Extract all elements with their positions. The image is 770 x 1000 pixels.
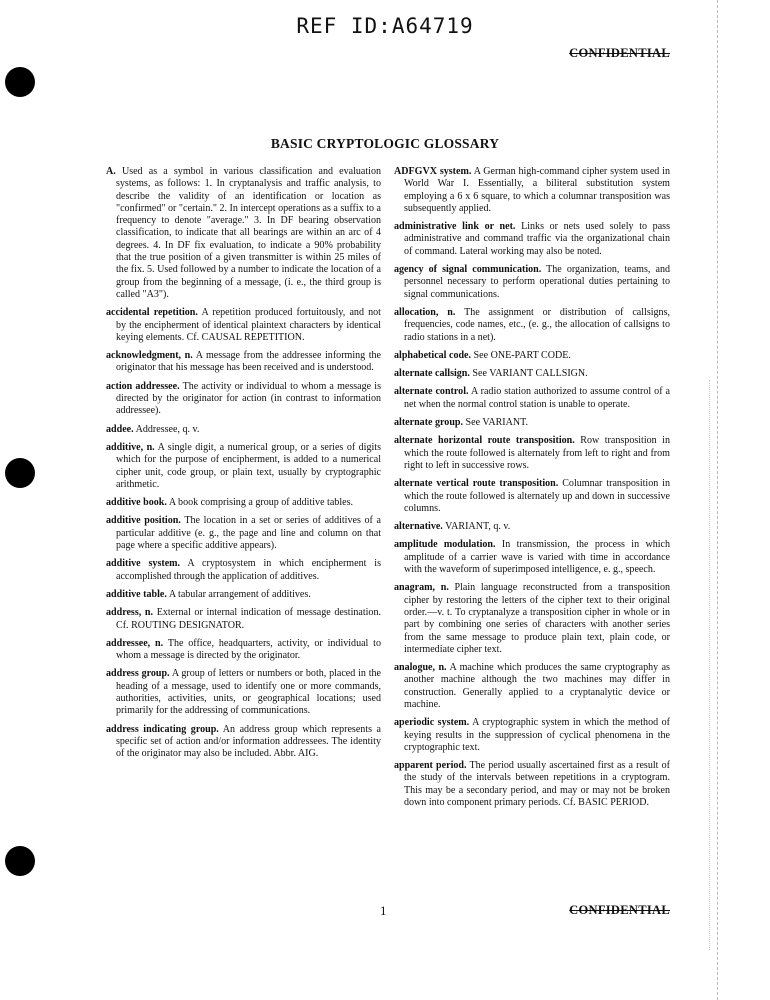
glossary-term: administrative link or net. bbox=[394, 221, 516, 233]
glossary-entry bbox=[106, 589, 381, 601]
glossary-term: anagram, n. bbox=[394, 582, 449, 594]
glossary-entry bbox=[106, 724, 381, 761]
glossary-term: agency of signal communication. bbox=[394, 264, 542, 276]
glossary-definition: A single digit, a numerical group, or a series of digits which for the purpose of encipherment, is added to a numerical cipher unit, code group, or plain text, usually by cryptographic arithmetic. bbox=[116, 441, 381, 490]
glossary-definition: A group of letters or numbers or both, placed in the heading of a message, used to identify one or more commands, authorities, activities, units, or geographical locations; used primarily for the addressing of communications. bbox=[116, 668, 381, 717]
glossary-definition: In transmission, the process in which amplitude of a carrier wave is varied with time in accordance with the waveform of superimposed intelligence, e. g., speech. bbox=[404, 539, 670, 576]
glossary-term: alternate vertical route transposition. bbox=[394, 478, 559, 490]
glossary-entry bbox=[106, 442, 381, 491]
glossary-definition: The period usually ascertained first as a result of the study of the intervals between repetitions in a cryptogram. This may be a secondary period, and may or may not be broken down into component primary periods. Cf. BASIC PERIOD. bbox=[404, 760, 670, 809]
glossary-term: aperiodic system. bbox=[394, 717, 470, 729]
glossary-definition: See VARIANT CALLSIGN. bbox=[472, 368, 588, 380]
glossary-entry bbox=[106, 558, 381, 583]
glossary-term: address indicating group. bbox=[106, 723, 219, 735]
page-title: BASIC CRYPTOLOGIC GLOSSARY bbox=[270, 136, 500, 151]
glossary-entry bbox=[394, 350, 670, 362]
glossary-term: alternative. bbox=[394, 521, 443, 533]
glossary-definition: Addressee, q. v. bbox=[135, 423, 200, 435]
glossary-entry bbox=[106, 515, 381, 552]
glossary-definition: The organization, teams, and personnel necessary to perform operational duties pertaining to signal communications. bbox=[404, 264, 670, 300]
glossary-entry bbox=[394, 582, 670, 656]
glossary-term: apparent period. bbox=[394, 760, 467, 772]
glossary-entry bbox=[394, 539, 670, 576]
binder-hole-middle bbox=[5, 458, 35, 488]
glossary-entry bbox=[394, 386, 670, 411]
glossary-entry bbox=[394, 717, 670, 754]
glossary-definition: A repetition produced fortuitously, and not by the encipherment of identical plaintext characters by identical keying elements. Cf. CAUSAL REPETITION. bbox=[116, 307, 381, 343]
glossary-definition: VARIANT, q. v. bbox=[445, 521, 511, 533]
glossary-entry bbox=[106, 381, 381, 418]
glossary-term: addressee, n. bbox=[106, 637, 164, 649]
glossary-definition: A tabular arrangement of additives. bbox=[168, 588, 311, 600]
glossary-entry bbox=[106, 607, 381, 632]
document-reference-id: REF ID:A64719 bbox=[296, 14, 474, 38]
glossary-term: ADFGVX system. bbox=[394, 166, 472, 177]
glossary-definition: An address group which represents a specific set of action and/or information addressees. The identity of the originator may also be included. Abbr. AIG. bbox=[116, 723, 382, 760]
glossary-term: addee. bbox=[106, 423, 134, 435]
glossary-entry bbox=[394, 166, 670, 215]
glossary-definition: A book comprising a group of additive tables. bbox=[168, 497, 353, 509]
glossary-entry bbox=[394, 521, 670, 533]
binder-hole-top bbox=[5, 67, 35, 97]
glossary-definition: The assignment or distribution of callsigns, frequencies, code names, etc., (e. g., the allocation of callsigns to radio stations in a net). bbox=[404, 306, 671, 343]
glossary-definition: See ONE-PART CODE. bbox=[473, 349, 571, 361]
glossary-term: alternate horizontal route transposition. bbox=[394, 435, 575, 447]
glossary-definition: A German high-command cipher system used in World War I. Essentially, a biliteral substitution system employing a 6 x 6 square, to which a columnar transposition was subsequently applied. bbox=[404, 166, 670, 214]
page-edge-line-inner bbox=[709, 380, 710, 950]
glossary-term: acknowledgment, n. bbox=[106, 350, 193, 362]
glossary-term: alphabetical code. bbox=[394, 349, 472, 361]
glossary-term: address group. bbox=[106, 668, 170, 680]
glossary-definition: Used as a symbol in various classification and evaluation systems, as follows: 1. In cryptanalysis and traffic analysis, to describe the validity of an identification or location as "confirmed" or "certain." 2. In intercept operations as a suffix to a frequency to denote "average." 3. In DF bearing observation classification, to indicate that all bearings are within an arc of 4 degrees. 4. In DF fix evaluation, to indicate a 90% probability that the true position of a given transmitter is within 25 miles of the fix. 5. Used followed by a number to indicate the location of a group from the beginning of a message, (i. e., the third group is called "A3"). bbox=[116, 166, 381, 300]
glossary-term: action addressee. bbox=[106, 380, 180, 392]
glossary-entry bbox=[106, 166, 381, 301]
glossary-definition: The office, headquarters, activity, or individual to whom a message is directed by the originator. bbox=[116, 637, 382, 662]
glossary-definition: A machine which produces the same cryptography as another machine although the two machines may differ in construction. Generally applied to a cryptanalytic device or machine. bbox=[404, 662, 670, 710]
glossary-term: alternate group. bbox=[394, 417, 464, 429]
glossary-entry bbox=[394, 307, 670, 344]
glossary-term: accidental repetition. bbox=[106, 307, 198, 319]
classification-marking-top: CONFIDENTIAL bbox=[569, 46, 670, 60]
glossary-left-column bbox=[106, 166, 381, 766]
glossary-entry bbox=[394, 478, 670, 515]
glossary-entry bbox=[106, 638, 381, 663]
glossary-definition: Plain language reconstructed from a transposition cipher by restoring the letters of the cipher text to their original order.—v. t. To cryptanalyze a transposition cipher in whole or in part by combining one series of characters with another series from the same message to produce plain text, plain code, or intermediate cipher text. bbox=[404, 582, 670, 655]
glossary-term: alternate control. bbox=[394, 386, 469, 398]
glossary-definition: A message from the addressee informing the originator that his message has been received and is understood. bbox=[116, 350, 381, 374]
glossary-definition: A cryptosystem in which encipherment is accomplished through the application of additives. bbox=[116, 558, 381, 582]
glossary-term: additive book. bbox=[106, 497, 167, 509]
glossary-entry bbox=[394, 435, 670, 472]
glossary-entry bbox=[394, 662, 670, 711]
glossary-term: additive table. bbox=[106, 588, 167, 600]
glossary-entry bbox=[106, 497, 381, 509]
glossary-term: alternate callsign. bbox=[394, 368, 470, 380]
glossary-definition: Row transposition in which the route followed is alternately from left to right and from right to left in successive rows. bbox=[404, 435, 671, 471]
page-number: 1 bbox=[380, 903, 387, 918]
glossary-term: additive system. bbox=[106, 558, 181, 570]
glossary-entry bbox=[106, 668, 381, 717]
glossary-definition: A radio station authorized to assume control of a net when the normal control station is unable to operate. bbox=[404, 386, 670, 410]
glossary-definition: The location in a set or series of additives of a particular additive (e. g., the page and line and column on that page where a specific additive appears). bbox=[116, 515, 381, 552]
glossary-entry bbox=[106, 307, 381, 344]
glossary-entry bbox=[394, 760, 670, 809]
glossary-entry bbox=[394, 264, 670, 301]
glossary-term: analogue, n. bbox=[394, 662, 447, 674]
glossary-entry bbox=[394, 417, 670, 429]
glossary-definition: Columnar transposition in which the route followed is alternately up and down in successive columns. bbox=[404, 478, 671, 514]
glossary-definition: A cryptographic system in which the method of keying results in the suppression of cyclical phenomena in the cryptographic text. bbox=[404, 717, 670, 753]
glossary-right-column bbox=[394, 166, 670, 815]
glossary-entry bbox=[106, 424, 381, 436]
glossary-definition: External or internal indication of message destination. Cf. ROUTING DESIGNATOR. bbox=[116, 607, 381, 631]
glossary-entry bbox=[106, 350, 381, 375]
glossary-term: A. bbox=[106, 166, 116, 177]
glossary-definition: See VARIANT. bbox=[465, 417, 529, 429]
glossary-term: allocation, n. bbox=[394, 306, 456, 318]
glossary-entry bbox=[394, 221, 670, 258]
glossary-term: address, n. bbox=[106, 607, 154, 619]
glossary-term: additive position. bbox=[106, 515, 181, 527]
glossary-term: amplitude modulation. bbox=[394, 539, 496, 551]
glossary-term: additive, n. bbox=[106, 441, 155, 453]
glossary-definition: The activity or individual to whom a message is directed by the originator for action (in contrast to information addressee). bbox=[116, 380, 381, 417]
classification-marking-bottom: CONFIDENTIAL bbox=[569, 903, 670, 917]
glossary-entry bbox=[394, 368, 670, 380]
binder-hole-bottom bbox=[5, 846, 35, 876]
glossary-definition: Links or nets used solely to pass administrative and command traffic via the organizational chain of command. Lateral working may also be noted. bbox=[404, 221, 670, 257]
